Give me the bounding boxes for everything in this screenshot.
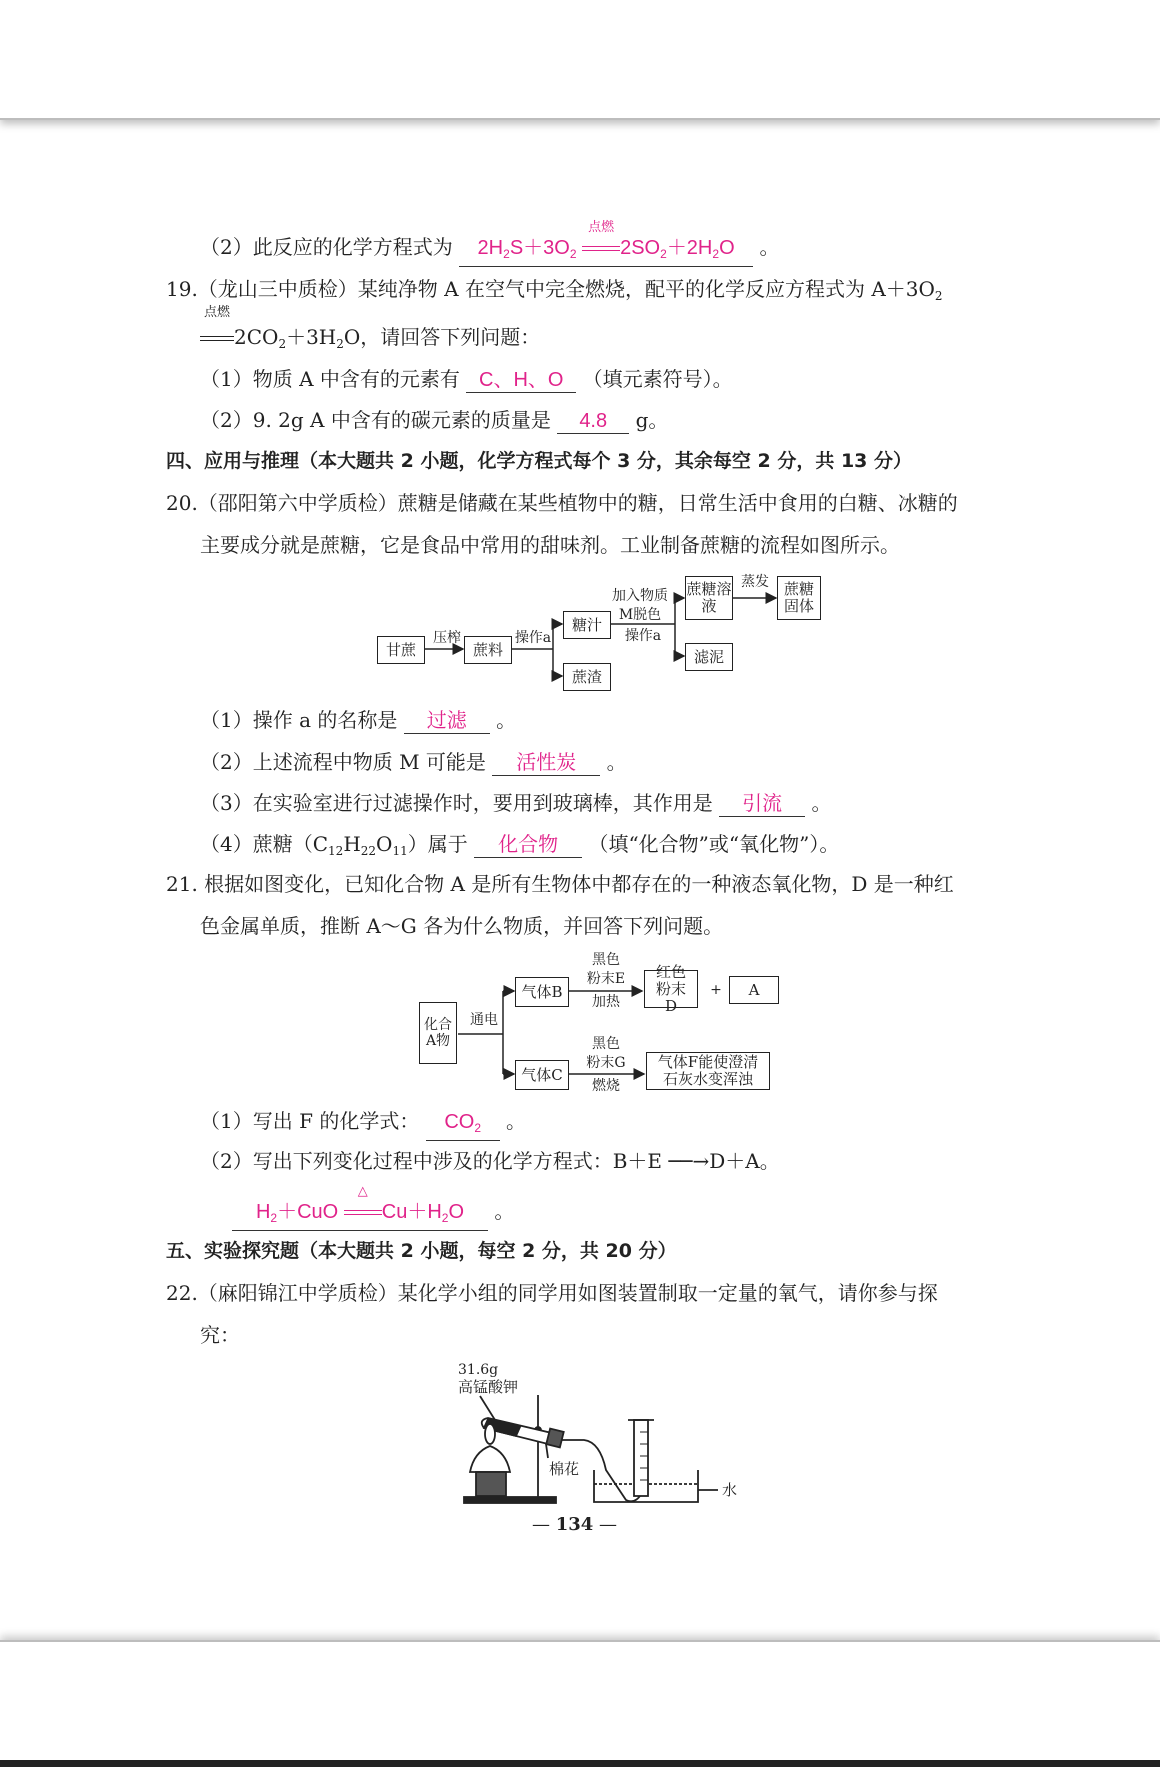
q20-part2: （2）上述流程中物质 M 可能是 活性炭 。 — [200, 750, 627, 774]
q21-part2: （2）写出下列变化过程中涉及的化学方程式：B＋E ──→D＋A。 — [200, 1149, 780, 1173]
q21-part2-answer[interactable]: $H_2+CuO$ △ $Cu+H_2O$ — [232, 1200, 488, 1231]
fig-water-label: 水 — [722, 1481, 738, 1499]
flow-fenmo-g: 粉末G — [586, 1055, 626, 1071]
q20-part1: （1）操作 a 的名称是 过滤 。 — [200, 708, 517, 732]
q20-part3-answer[interactable]: 引流 — [719, 792, 805, 817]
flow-zhetang-guti: 蔗糖固体 — [777, 576, 821, 620]
q22-stem-line1: 22.（麻阳锦江中学质检）某化学小组的同学用如图装置制取一定量的氧气，请你参与探 — [166, 1281, 938, 1305]
q20-stem-line2: 主要成分就是蔗糖，它是食品中常用的甜味剂。工业制备蔗糖的流程如图所示。 — [200, 533, 900, 557]
flow-jiare: 加热 — [592, 994, 620, 1010]
q22-stem-line2: 究： — [200, 1323, 240, 1347]
q21-stem-line2: 色金属单质，推断 A～G 各为什么物质，并回答下列问题。 — [200, 914, 724, 938]
flow-caozuo-a-2: 操作a — [624, 628, 662, 644]
fig-mass-label: 31.6g — [458, 1362, 499, 1378]
flow-a: A — [729, 976, 779, 1004]
section4-title: 四、应用与推理（本大题共 2 小题，化学方程式每个 3 分，其余每空 2 分，共 13 分） — [166, 450, 913, 472]
flow-plus: + — [710, 982, 722, 998]
flow-ganzhe: 甘蔗 — [377, 636, 425, 664]
q20-part1-answer[interactable]: 过滤 — [404, 709, 490, 734]
page-number: — 134 — — [532, 1514, 618, 1535]
q18-part2-answer[interactable]: $2H_2S+3O_2$ 点燃 $2SO_2+2H_2O$ — [459, 236, 753, 267]
flow-ranshao: 燃烧 — [592, 1078, 620, 1094]
q21-part1: （1）写出 F 的化学式： $CO_2$ 。 — [200, 1106, 526, 1141]
q19-part2: （2）9. 2g A 中含有的碳元素的质量是 4.8 g。 — [200, 408, 669, 432]
flow-gas-c: 气体C — [515, 1060, 569, 1090]
q20-stem-line1: 20.（邵阳第六中学质检）蔗糖是储藏在某些植物中的糖，日常生活中食用的白糖、冰糖的 — [166, 491, 958, 515]
bottom-dark-bar — [0, 1760, 1160, 1767]
q20-part2-answer[interactable]: 活性炭 — [492, 751, 600, 776]
flow-red-d: 红色粉末D — [644, 970, 698, 1008]
flow-compound-a: 化合A物 — [419, 1002, 457, 1064]
fig-reagent-label: 高锰酸钾 — [458, 1378, 519, 1396]
flow-caozuo-a-1: 操作a — [514, 630, 552, 646]
flow-zhetang-rongye: 蔗糖溶液 — [685, 576, 733, 620]
fig-cotton-label: 棉花 — [549, 1460, 580, 1478]
flow-heise-2: 黑色 — [592, 1036, 620, 1052]
q20-part3: （3）在实验室进行过滤操作时，要用到玻璃棒，其作用是 引流 。 — [200, 791, 832, 815]
q18-part2: （2）此反应的化学方程式为 $2H_2S+3O_2$ 点燃 $2SO_2+2H_2O$ 。 — [200, 232, 779, 267]
q21-part2-answer-line: $H_2+CuO$ △ $Cu+H_2O$ 。 — [232, 1196, 514, 1231]
q19-stem-line1: 19.（龙山三中质检）某纯净物 A 在空气中完全燃烧，配平的化学反应方程式为 $A+3O_2$ — [166, 277, 943, 303]
flow-yazha-label: 压榨 — [433, 630, 461, 646]
flow-tongdian-label: 通电 — [470, 1012, 498, 1028]
q19-part1-answer[interactable]: C、H、O — [466, 368, 576, 393]
flow-heise-1: 黑色 — [592, 952, 620, 968]
q19-stem-line2: 点燃 $2CO_2+3H_2O$，请回答下列问题： — [200, 322, 540, 359]
flow-luni: 滤泥 — [685, 643, 733, 671]
section5-title: 五、实验探究题（本大题共 2 小题，每空 2 分，共 20 分） — [166, 1240, 677, 1262]
flow-zhengfa-label: 蒸发 — [741, 574, 769, 590]
flow-m-tuose-label: M脱色 — [618, 607, 662, 623]
flow-fenmo-e: 粉末E — [586, 971, 626, 987]
q20-part4: （4）蔗糖$(C_{12}H_{22}O_{11})$属于 化合物 （填“化合物”或“氧化物”）。 — [200, 832, 840, 858]
flow-zheliao: 蔗料 — [464, 636, 512, 664]
flow-result-f: 气体F能使澄清石灰水变浑浊 — [646, 1052, 770, 1090]
q19-part2-answer[interactable]: 4.8 — [557, 409, 629, 434]
q21-part1-answer[interactable]: $CO_2$ — [426, 1110, 500, 1141]
flow-tangzhi: 糖汁 — [563, 611, 611, 639]
q21-stem-line1: 21. 根据如图变化，已知化合物 A 是所有生物体中都存在的一种液态氧化物，D 是一种红 — [166, 872, 954, 896]
flow-jiaru-label: 加入物质 — [612, 588, 668, 604]
q19-part1: （1）物质 A 中含有的元素有 C、H、O （填元素符号）。 — [200, 367, 733, 391]
q20-part4-answer[interactable]: 化合物 — [474, 833, 582, 858]
flow-zhezha: 蔗渣 — [563, 663, 611, 691]
bottom-margin-band — [0, 1640, 1160, 1769]
flow-gas-b: 气体B — [515, 977, 569, 1007]
